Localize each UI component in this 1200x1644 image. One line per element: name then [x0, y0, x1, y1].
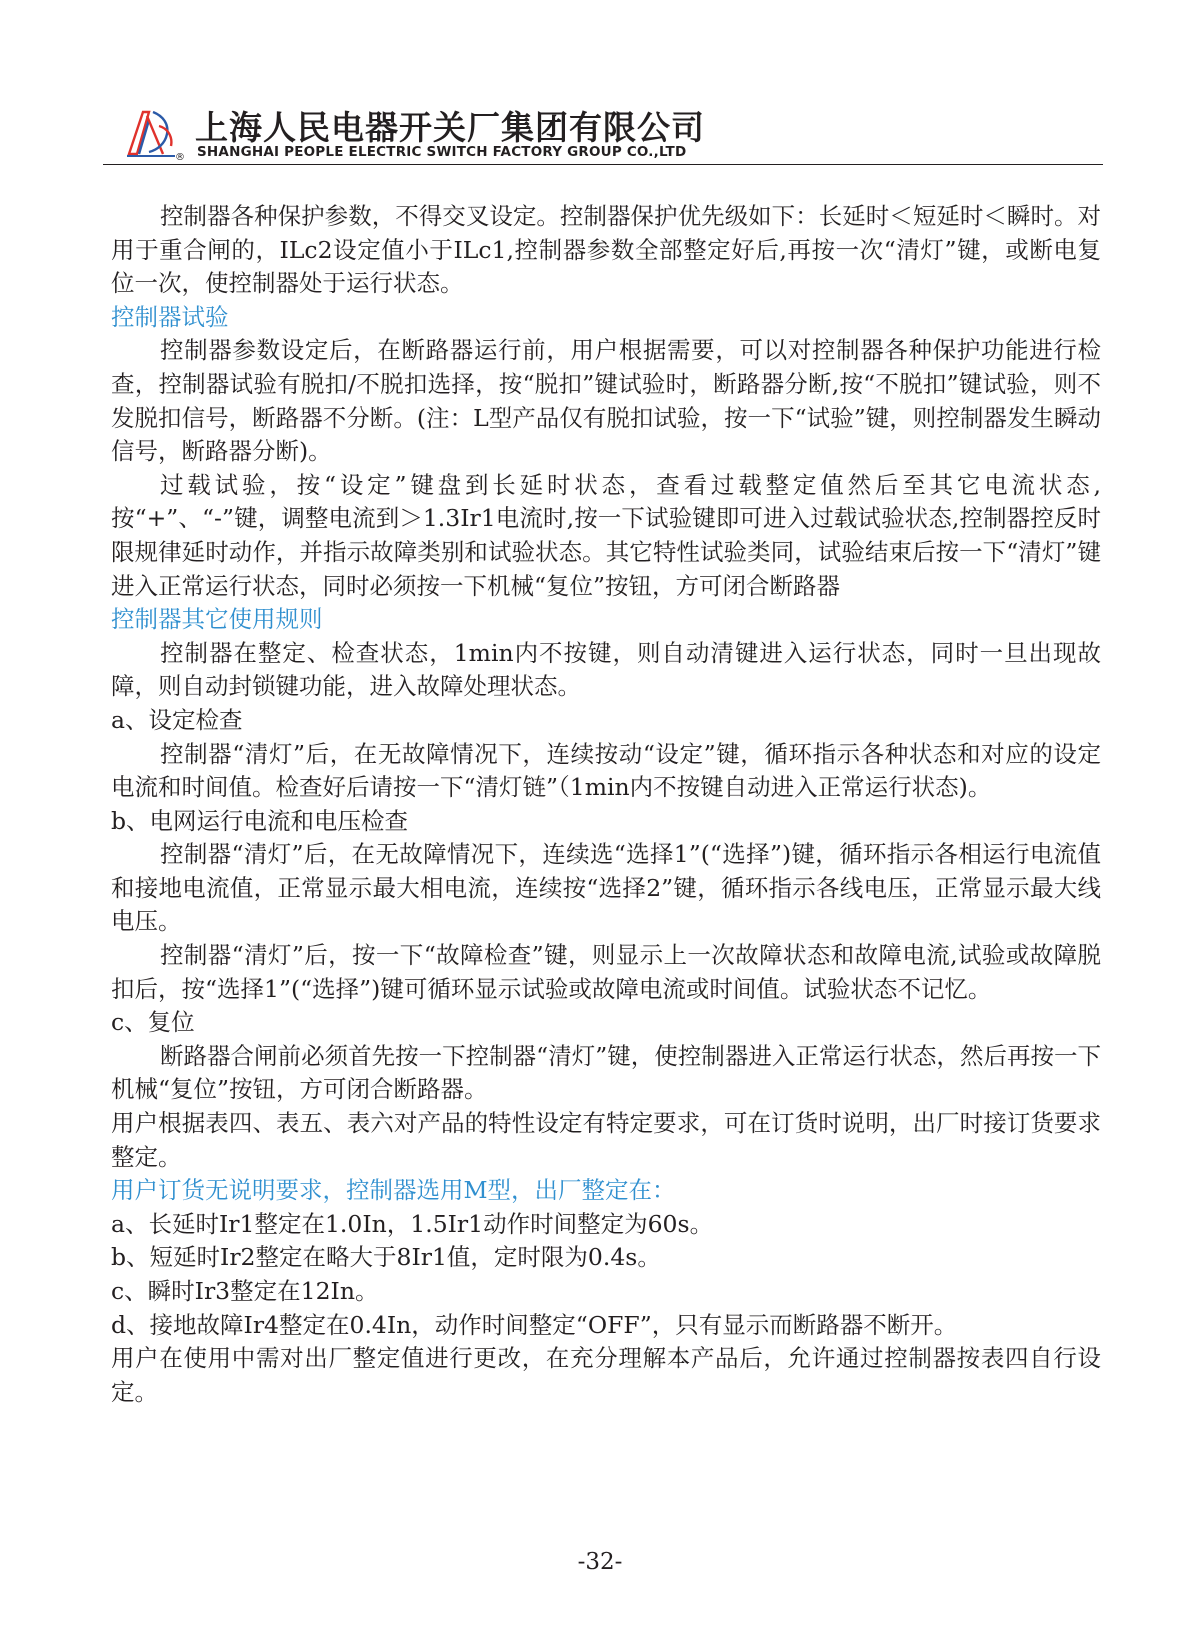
- subsection-title: a、设定检查: [111, 705, 243, 734]
- page-number: -32-: [577, 1549, 623, 1575]
- section-heading: 用户订货无说明要求，控制器选用M型，出厂整定在：: [111, 1176, 676, 1205]
- subsection-title: b、电网运行电流和电压检查: [111, 806, 409, 835]
- list-item: c、瞬时Ir3整定在12In。: [111, 1277, 379, 1305]
- paragraph: 控制器“清灯”后，按一下“故障检查”键，则显示上一次故障状态和故障电流,试验或故障脱扣后，按“选择1”(“选择”)键可循环显示试验或故障电流或时间值。试验状态不记忆。: [111, 941, 1101, 1003]
- paragraph: 用户根据表四、表五、表六对产品的特性设定有特定要求，可在订货时说明，出厂时接订货要求整定。: [111, 1109, 1101, 1171]
- subsection-title: c、复位: [111, 1008, 195, 1037]
- paragraph: 控制器“清灯”后，在无故障情况下，连续按动“设定”键，循环指示各种状态和对应的设定电流和时间值。检查好后请按一下“清灯链”（1min内不按键自动进入正常运行状态)。: [111, 739, 1101, 802]
- paragraph: 断路器合闸前必须首先按一下控制器“清灯”键，使控制器进入正常运行状态，然后再按一下机械“复位”按钮，方可闭合断路器。: [111, 1041, 1101, 1104]
- paragraph: 控制器参数设定后，在断路器运行前，用户根据需要，可以对控制器各种保护功能进行检查，控制器试验有脱扣/不脱扣选择，按“脱扣”键试验时，断路器分断,按“不脱扣”键试验，则不发脱扣信号，断路器不分断。(注：L型产品仅有脱扣试验，按一下“试验”键，则控制器发生瞬动信号，断路器分断)。: [111, 336, 1101, 466]
- paragraph: 过载试验，按“设定”键盘到长延时状态，查看过载整定值然后至其它电流状态,按“+”、“-”键，调整电流到＞1.3Ir1电流时,按一下试验键即可进入过载试验状态,控制器控反时限规律延时动作，并指示故障类别和试验状态。其它特性试验类同，试验结束后按一下“清灯”键进入正常运行状态，同时必须按一下机械“复位”按钮，方可闭合断路器: [111, 470, 1101, 600]
- section-heading: 控制器试验: [111, 302, 229, 331]
- company-name-en: SHANGHAI PEOPLE ELECTRIC SWITCH FACTORY GROUP CO.,LTD: [197, 144, 687, 160]
- paragraph: 控制器“清灯”后，在无故障情况下，连续选“选择1”(“选择”)键，循环指示各相运行电流值和接地电流值，正常显示最大相电流，连续按“选择2”键，循环指示各线电压，正常显示最大线电压。: [111, 840, 1101, 936]
- header-divider: [103, 164, 1103, 165]
- list-item: d、接地故障Ir4整定在0.4In，动作时间整定“OFF”，只有显示而断路器不断开。: [111, 1310, 958, 1339]
- company-name-cn: 上海人民电器开关厂集团有限公司: [195, 108, 705, 147]
- section-heading: 控制器其它使用规则: [111, 605, 323, 634]
- list-item: a、长延时Ir1整定在1.0In，1.5Ir1动作时间整定为60s。: [111, 1209, 714, 1238]
- paragraph: 控制器各种保护参数，不得交叉设定。控制器保护优先级如下：长延时＜短延时＜瞬时。对用于重合闸的，ILc2设定值小于ILc1,控制器参数全部整定好后,再按一次“清灯”键，或断电复位一次，使控制器处于运行状态。: [111, 202, 1101, 298]
- registered-mark: ®: [175, 152, 185, 162]
- page-header: [113, 100, 1113, 164]
- list-item: b、短延时Ir2整定在略大于8Ir1值，定时限为0.4s。: [111, 1243, 661, 1272]
- paragraph: 用户在使用中需对出厂整定值进行更改，在充分理解本产品后，允许通过控制器按表四自行设定。: [111, 1344, 1101, 1406]
- company-logo: [123, 106, 189, 162]
- document-body: [111, 200, 1101, 1409]
- paragraph: 控制器在整定、检查状态，1min内不按键，则自动清键进入运行状态，同时一旦出现故障，则自动封锁键功能，进入故障处理状态。: [111, 638, 1101, 701]
